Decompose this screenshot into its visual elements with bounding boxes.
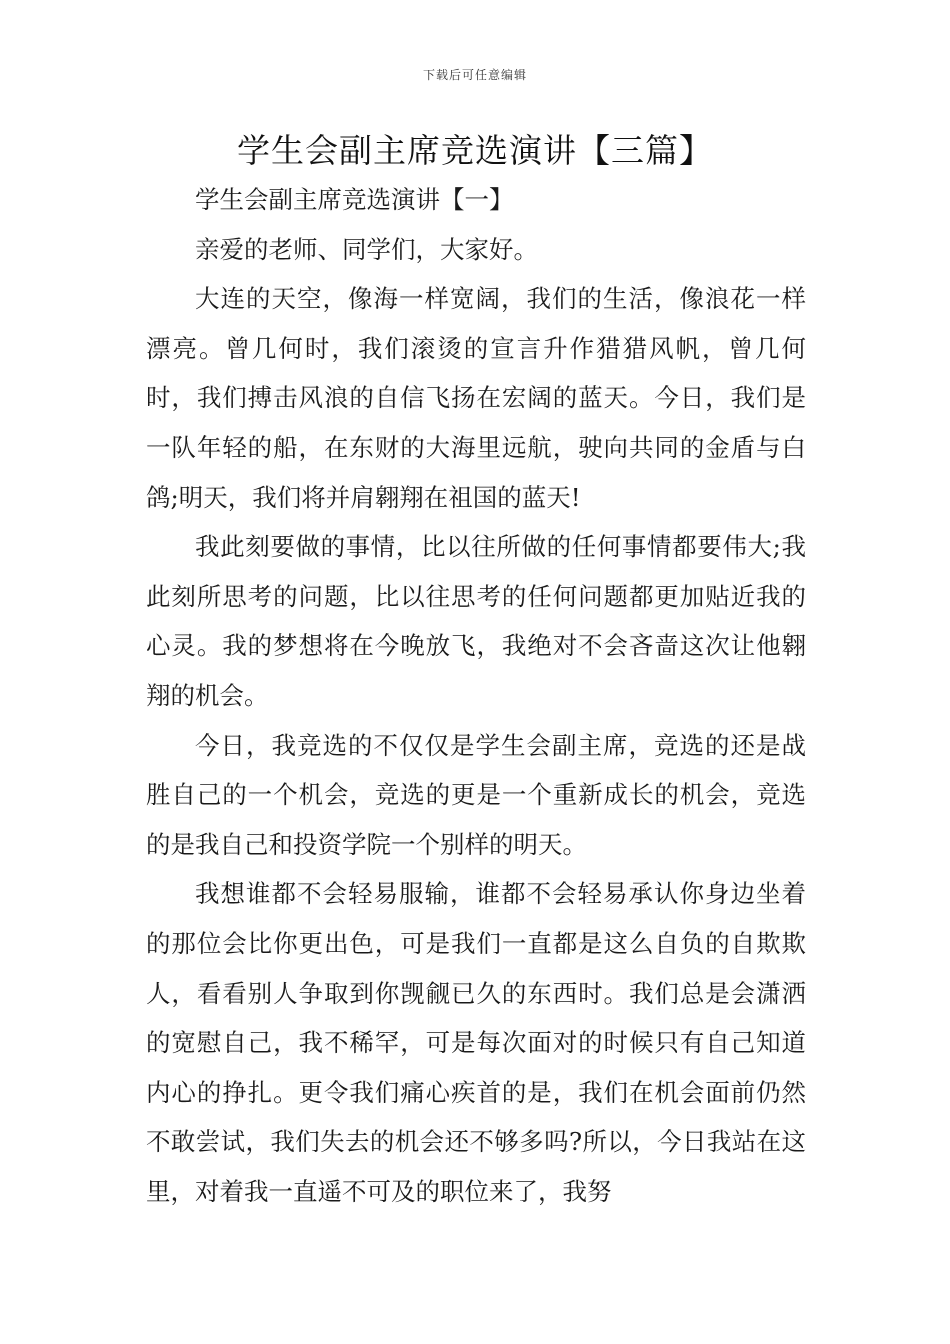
document-body <box>146 175 806 1216</box>
body-paragraph: 我此刻要做的事情，比以往所做的任何事情都要伟大;我此刻所思考的问题，比以往思考的任何问题都更加贴近我的心灵。我的梦想将在今晚放飞，我绝对不会吝啬这次让他翱翔的机会。 <box>146 532 806 710</box>
header-note: 下载后可任意编辑 <box>422 68 527 82</box>
body-paragraph: 今日，我竞选的不仅仅是学生会副主席，竞选的还是战胜自己的一个机会，竞选的更是一个重新成长的机会，竞选的是我自己和投资学院一个别样的明天。 <box>146 730 806 859</box>
body-paragraph: 大连的天空，像海一样宽阔，我们的生活，像浪花一样漂亮。曾几何时，我们滚烫的宣言升作猎猎风帆，曾几何时，我们搏击风浪的自信飞扬在宏阔的蓝天。今日，我们是一队年轻的船，在东财的大海里远航，驶向共同的金盾与白鸽;明天，我们将并肩翱翔在祖国的蓝天! <box>146 284 806 512</box>
section-heading: 学生会副主席竞选演讲【一】 <box>195 185 514 214</box>
body-paragraph: 我想谁都不会轻易服输，谁都不会轻易承认你身边坐着的那位会比你更出色，可是我们一直都是这么自负的自欺欺人，看看别人争取到你觊觎已久的东西时。我们总是会潇洒的宽慰自己，我不稀罕，可是每次面对的时候只有自己知道内心的挣扎。更令我们痛心疾首的是，我们在机会面前仍然不敢尝试，我们失去的机会还不够多吗?所以，今日我站在这里，对着我一直遥不可及的职位来了，我努 <box>146 879 806 1206</box>
document-title: 学生会副主席竞选演讲【三篇】 <box>237 131 713 170</box>
greeting-paragraph: 亲爱的老师、同学们，大家好。 <box>195 234 538 264</box>
